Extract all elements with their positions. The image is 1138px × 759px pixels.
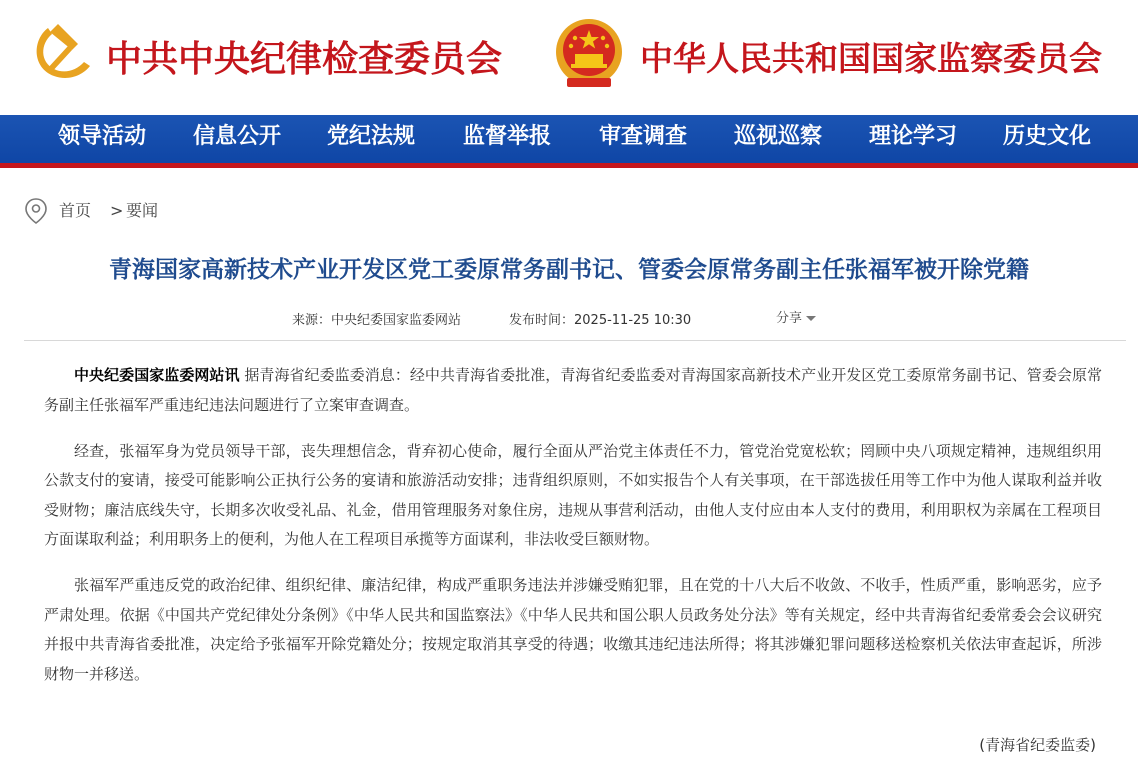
breadcrumb-separator: >	[110, 201, 124, 220]
nav-item-info-disclosure[interactable]: 信息公开	[192, 123, 281, 149]
paragraph-1-text: 据青海省纪委监委消息：经中共青海省委批准，青海省纪委监委对青海国家高新技术产业开发区党工委原常务副书记、管委会原常务副主任张福军严重违纪违法问题进行了立案审查调查。	[44, 366, 1102, 414]
site-header	[0, 0, 1138, 115]
main-nav	[0, 115, 1138, 168]
nav-item-party-regulations[interactable]: 党纪法规	[326, 123, 415, 149]
caret-down-icon	[806, 316, 816, 321]
breadcrumb-home-link[interactable]: 首页	[59, 201, 92, 220]
article-paragraph-1	[44, 361, 1102, 420]
share-dropdown[interactable]	[776, 308, 816, 330]
article-body	[44, 361, 1102, 706]
time-value: 2025-11-25 10:30	[574, 313, 692, 328]
source-label: 来源：	[292, 313, 332, 328]
location-pin-icon	[24, 197, 48, 225]
article-source	[292, 310, 461, 332]
cpc-ccdi-title: 中共中央纪律检查委员会	[106, 38, 503, 80]
article-time	[509, 310, 691, 332]
source-value: 中央纪委国家监委网站	[331, 313, 462, 328]
article-lead: 中央纪委国家监委网站讯	[74, 366, 240, 384]
hammer-sickle-icon[interactable]	[28, 18, 94, 84]
nav-item-investigation[interactable]: 审查调查	[598, 123, 687, 149]
article-paragraph-3: 张福军严重违反党的政治纪律、组织纪律、廉洁纪律，构成严重职务违法并涉嫌受贿犯罪，且在党的十八大后不收敛、不收手，性质严重，影响恶劣，应予严肃处理。依据《中国共产党纪律处分条例》《中华人民共和国监察法》《中华人民共和国公职人员政务处分法》等有关规定，经中共青海省纪委常委会会议研究并报中共青海省委批准，决定给予张福军开除党籍处分；按规定取消其享受的待遇；收缴其违纪违法所得；将其涉嫌犯罪问题移送检察机关依法审查起诉，所涉财物一并移送。	[44, 576, 1102, 683]
nsc-title: 中华人民共和国国家监察委员会	[640, 39, 1102, 78]
nav-item-history-culture[interactable]: 历史文化	[1002, 123, 1091, 149]
breadcrumb-current-link[interactable]: 要闻	[126, 201, 159, 220]
article-paragraph-2: 经查，张福军身为党员领导干部，丧失理想信念，背弃初心使命，履行全面从严治党主体责任不力，管党治党宽松软；罔顾中央八项规定精神，违规组织用公款支付的宴请，接受可能影响公正执行公务的宴请和旅游活动安排；违背组织原则，不如实报告个人有关事项，在干部选拔任用等工作中为他人谋取利益并收受财物；廉洁底线失守，长期多次收受礼品、礼金，借用管理服务对象住房，违规从事营利活动，由他人支付应由本人支付的费用，利用职权为亲属在工程项目方面谋取利益；利用职务上的便利，为他人在工程项目承揽等方面谋利，非法收受巨额财物。	[44, 441, 1102, 548]
time-label: 发布时间：	[509, 313, 575, 328]
nav-item-supervision-report[interactable]: 监督举报	[462, 123, 551, 149]
nav-item-leadership[interactable]: 领导活动	[57, 123, 146, 149]
nav-item-inspection[interactable]: 巡视巡察	[733, 123, 822, 149]
article-title: 青海国家高新技术产业开发区党工委原常务副书记、管委会原常务副主任张福军被开除党籍	[109, 257, 1029, 283]
national-emblem-icon[interactable]	[553, 16, 625, 90]
nav-item-theory-study[interactable]: 理论学习	[868, 123, 957, 149]
share-label: 分享	[776, 311, 803, 326]
divider	[24, 340, 1126, 341]
article-signoff: (青海省纪委监委)	[979, 736, 1096, 754]
